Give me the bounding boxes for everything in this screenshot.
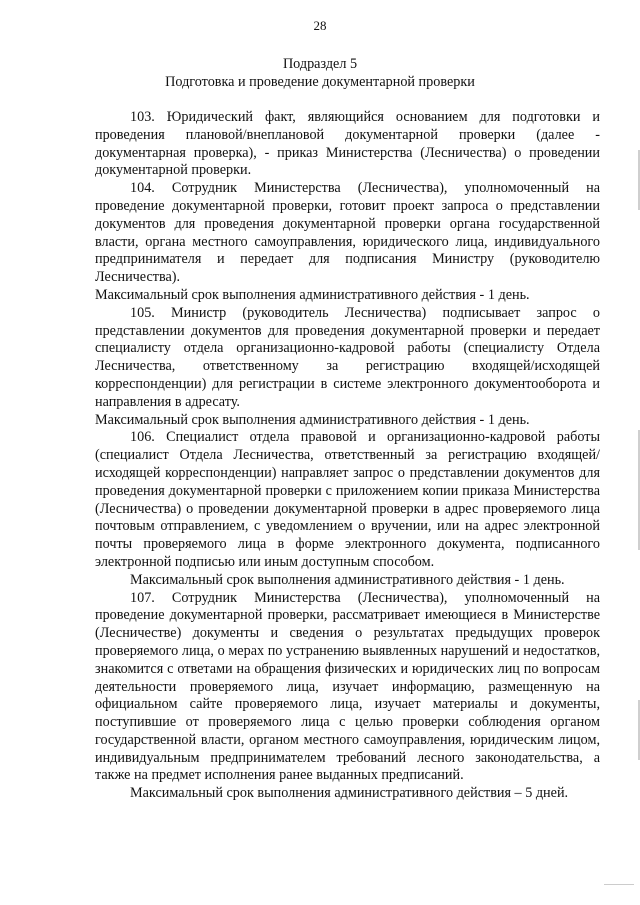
section-heading <box>0 55 640 91</box>
deadline-note: Максимальный срок выполнения административного действия – 5 дней. <box>130 785 569 802</box>
paragraph-103: 103. Юридический факт, являющийся основанием для подготовки и проведения плановой/внеплановой документарной проверки (далее - документарная проверка), - приказ Министерства (Лесничества) о проведении документарной проверки. <box>95 109 600 179</box>
paragraph-106: 106. Специалист отдела правовой и организационно-кадровой работы (специалист Отдела Лесничества, ответственный за регистрацию входящей/исходящей корреспонденции) направляет запрос о представлении документов для проведения документарной проверки с приложением копии приказа Министерства (Лесничества) о проведении документарной проверки в адрес проверяемого лица почтовым отправлением, с уведомлением о вручении, или на адрес электронной почты проверяемого лица в форме электронного документа, подписанного электронной подписью или иным доступным способом. <box>95 429 600 570</box>
scan-corner-mark <box>604 884 634 885</box>
deadline-note: Максимальный срок выполнения административного действия - 1 день. <box>130 571 565 588</box>
paragraph-105: 105. Министр (руководитель Лесничества) подписывает запрос о представлении документов для проведения документарной проверки и передает специалисту отдела организационно-кадровой работы (специалисту Отдела Лесничества, ответственному за регистрацию входящей/исходящей корреспонденции) для регистрации в системе электронного документооборота и направления в адресату. <box>95 304 600 410</box>
subsection-title: Подраздел 5 <box>282 56 358 72</box>
deadline-note: Максимальный срок выполнения административного действия - 1 день. <box>95 286 530 303</box>
page-number: 28 <box>313 18 327 33</box>
paragraph-104: 104. Сотрудник Министерства (Лесничества), уполномоченный на проведение документарной проверки, готовит проект запроса о представлении документов для проведения документарной проверки органа государственной власти, органа местного самоуправления, юридического лица, индивидуального предпринимателя и передает для подписания Министру (руководителю Лесничества). <box>95 180 600 286</box>
deadline-note: Максимальный срок выполнения административного действия - 1 день. <box>95 411 530 428</box>
subsection-subtitle: Подготовка и проведение документарной проверки <box>165 74 475 90</box>
document-body <box>95 109 600 803</box>
paragraph-107: 107. Сотрудник Министерства (Лесничества), уполномоченный на проведение документарной проверки, рассматривает имеющиеся в Министерстве (Лесничестве) документы и сведения о результатах предыдущих проверок проверяемого лица, о мерах по устранению выявленных нарушений и недостатков, знакомится с ответами на обращения физических и юридических лиц по вопросам деятельности проверяемого лица, изучает информацию, размещенную на официальном сайте проверяемого лица, изучает материалы и документы, поступившие от проверяемого лица с целью проверки соблюдения органом государственной власти, органом местного самоуправления, юридическим лицом, индивидуальным предпринимателем требований лесного законодательства, а также на предмет исполнения ранее выданных предписаний. <box>95 589 600 784</box>
